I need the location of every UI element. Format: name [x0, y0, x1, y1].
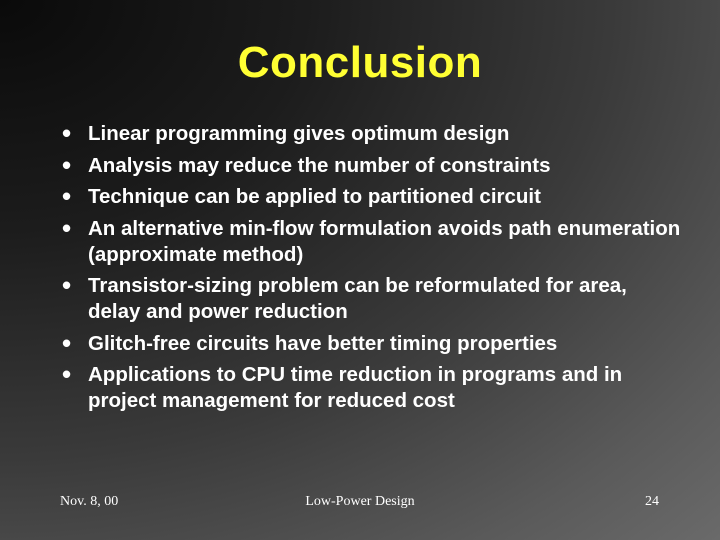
- bullet-list: [62, 118, 682, 420]
- page-number: 24: [645, 494, 659, 509]
- bullet-item: [62, 181, 682, 211]
- bullet-text: Analysis may reduce the number of constraints: [88, 153, 551, 177]
- bullet-icon: •: [62, 212, 72, 243]
- bullet-text: Transistor-sizing problem can be reformulated for area, delay and power reduction: [88, 274, 627, 323]
- bullet-text: An alternative min-flow formulation avoids path enumeration (approximate method): [88, 216, 681, 266]
- bullet-item: [62, 359, 682, 414]
- bullet-text: Applications to CPU time reduction in programs and in project management for reduced cost: [88, 363, 623, 412]
- footer-date: Nov. 8, 00: [60, 494, 119, 509]
- bullet-icon: •: [62, 270, 72, 300]
- bullet-text: Glitch-free circuits have better timing properties: [88, 331, 558, 355]
- bullet-item: [62, 270, 682, 325]
- bullet-icon: •: [62, 327, 72, 358]
- bullet-item: [62, 118, 682, 148]
- footer-title: Low-Power Design: [305, 494, 415, 509]
- bullet-item: [62, 327, 682, 358]
- bullet-icon: •: [62, 359, 72, 389]
- bullet-item: [62, 212, 682, 268]
- bullet-item: [62, 149, 682, 180]
- bullet-text: Technique can be applied to partitioned circuit: [88, 185, 541, 208]
- slide-title: Conclusion: [237, 38, 483, 87]
- bullet-icon: •: [62, 149, 72, 180]
- bullet-icon: •: [62, 118, 72, 148]
- bullet-icon: •: [62, 181, 72, 211]
- bullet-text: Linear programming gives optimum design: [88, 122, 510, 145]
